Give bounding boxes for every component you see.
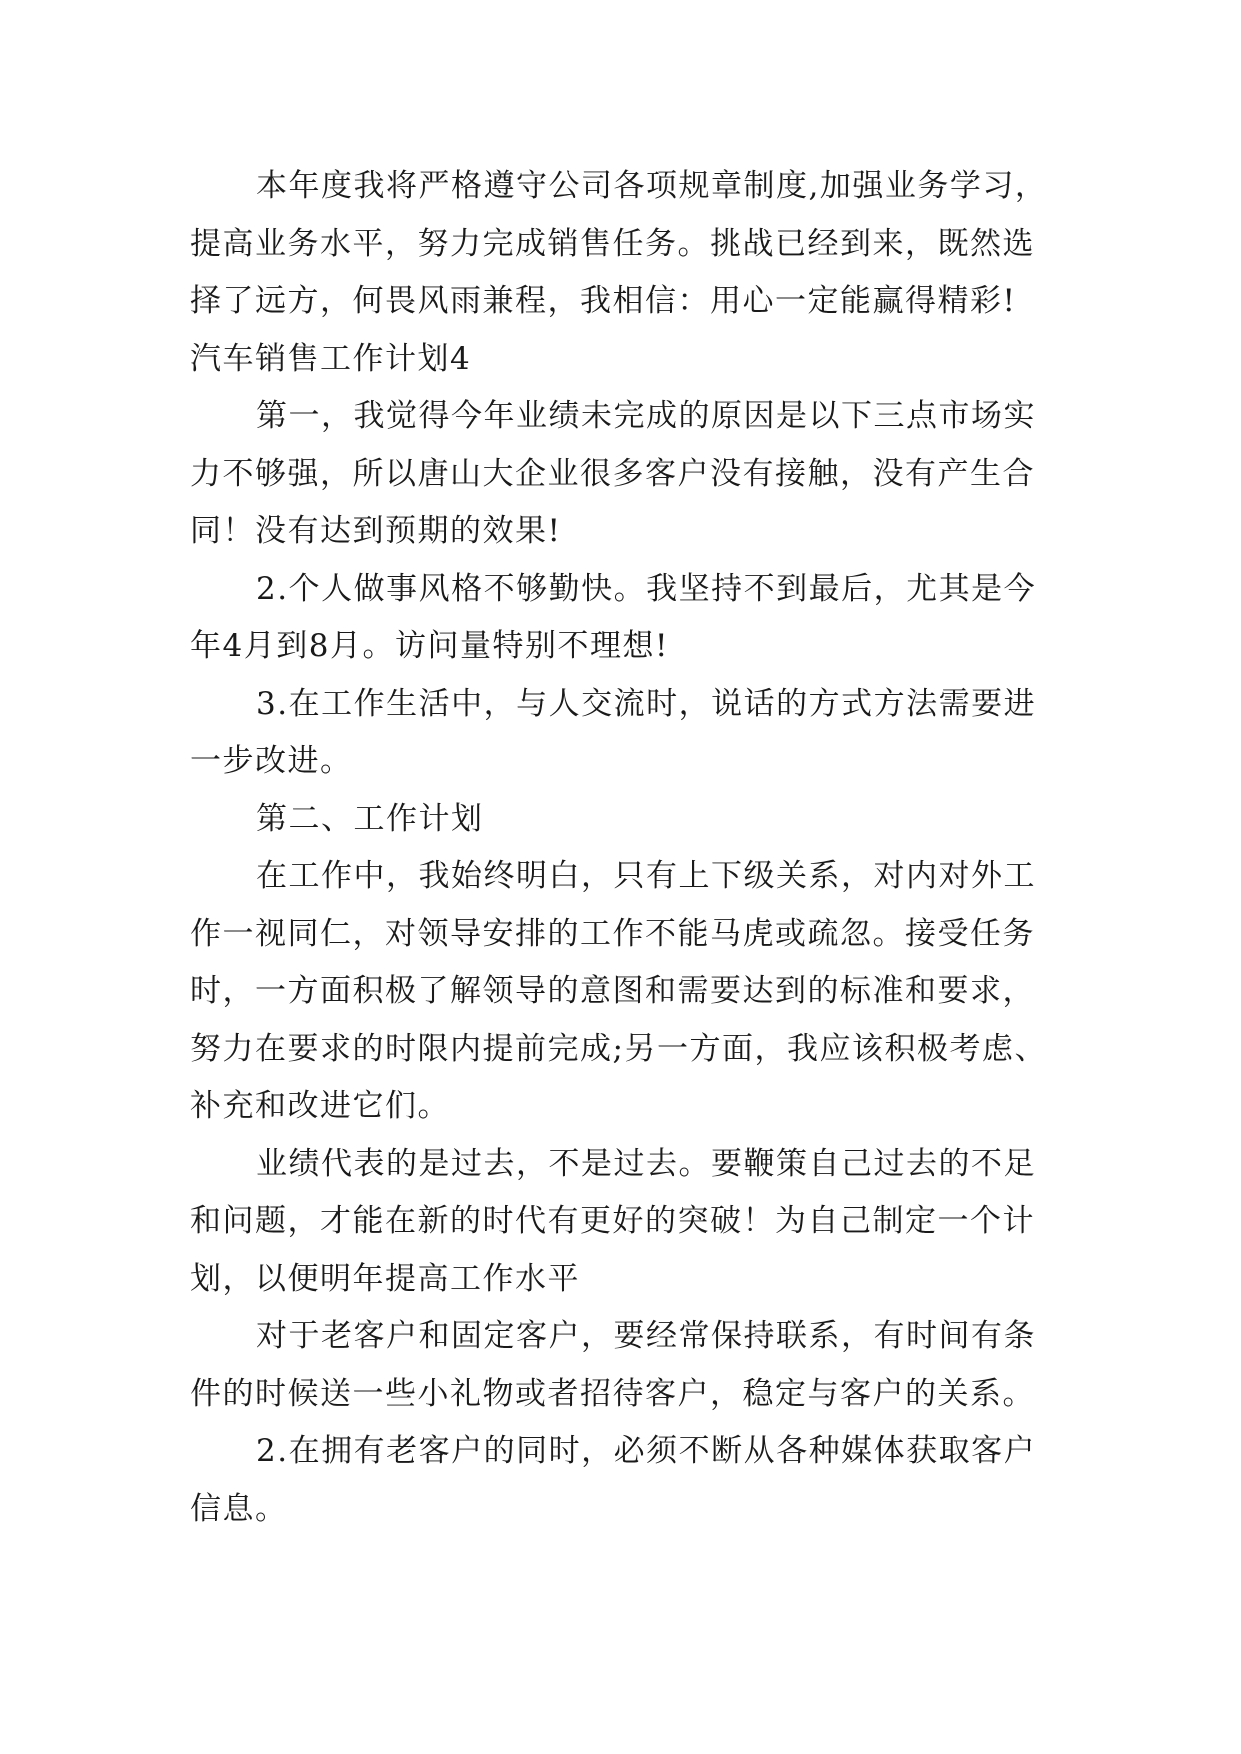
- text-line: 时，一方面积极了解领导的意图和需要达到的标准和要求，: [190, 973, 1035, 1009]
- document-body: [190, 158, 1080, 1538]
- text-line: 划，以便明年提高工作水平: [190, 1260, 580, 1297]
- text-line: 作一视同仁，对领导安排的工作不能马虎或疏忽。接受任务: [190, 915, 1035, 952]
- text-line: 3.在工作生活中，与人交流时，说话的方式方法需要进: [256, 685, 1037, 722]
- text-line: 年4月到8月。访问量特别不理想!: [190, 628, 669, 664]
- text-line: 力不够强，所以唐山大企业很多客户没有接触，没有产生合: [190, 455, 1035, 492]
- text-line: 补充和改进它们。: [190, 1088, 450, 1124]
- text-line: 一步改进。: [190, 743, 353, 779]
- text-line: 提高业务水平，努力完成销售任务。挑战已经到来，既然选: [190, 225, 1035, 262]
- text-line: 业绩代表的是过去，不是过去。要鞭策自己过去的不足: [256, 1145, 1036, 1182]
- section-heading: 汽车销售工作计划4: [190, 340, 472, 377]
- text-line: 择了远方，何畏风雨兼程，我相信：用心一定能赢得精彩!: [190, 283, 1017, 319]
- text-line: 努力在要求的时限内提前完成;另一方面，我应该积极考虑、: [190, 1030, 1047, 1067]
- text-line: 2.个人做事风格不够勤快。我坚持不到最后，尤其是今: [256, 570, 1037, 607]
- text-line: 本年度我将严格遵守公司各项规章制度,加强业务学习，: [256, 168, 1048, 204]
- text-line: 第一，我觉得今年业绩未完成的原因是以下三点市场实: [256, 398, 1036, 434]
- text-line: 同！没有达到预期的效果!: [190, 513, 562, 549]
- text-line: 2.在拥有老客户的同时，必须不断从各种媒体获取客户: [256, 1433, 1037, 1469]
- text-line: 和问题，才能在新的时代有更好的突破！为自己制定一个计: [190, 1203, 1035, 1239]
- text-line: 件的时候送一些小礼物或者招待客户，稳定与客户的关系。: [190, 1375, 1035, 1412]
- text-line: 对于老客户和固定客户，要经常保持联系，有时间有条: [256, 1318, 1036, 1354]
- text-line: 信息。: [190, 1490, 288, 1527]
- text-line: 在工作中，我始终明白，只有上下级关系，对内对外工: [256, 858, 1036, 894]
- subsection-heading: 第二、工作计划: [256, 800, 484, 837]
